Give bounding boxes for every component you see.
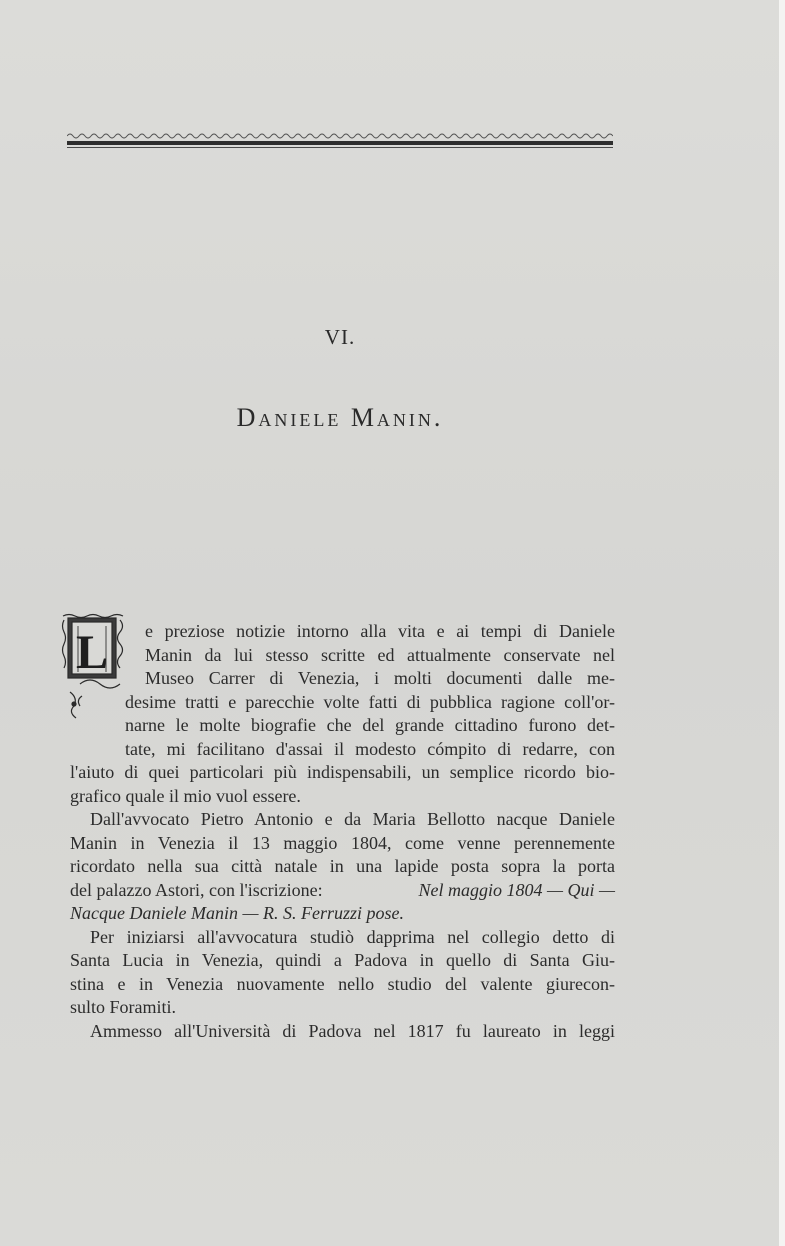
header-thin-rule [67, 147, 613, 148]
chapter-title: Daniele Manin. [236, 403, 444, 432]
chapter-number: VI. [324, 325, 356, 349]
text-line: l'aiuto di quei particolari più indispensabili, un semplice ricordo bio- [70, 762, 615, 782]
text-line: e preziose notizie intorno alla vita e ai tempi di Daniele [145, 621, 615, 641]
dropcap-letter: L [75, 626, 109, 679]
dropcap-ornament-icon [60, 612, 135, 720]
inscription-part-a: Nel maggio 1804 — Qui — [418, 880, 615, 900]
inscription-part-b: Nacque Daniele Manin — R. S. Ferruzzi pose. [70, 903, 404, 923]
text-line: Manin in Venezia il 13 maggio 1804, come venne perennemente [70, 833, 615, 853]
text-line: Ammesso all'Università di Padova nel 1817 fu laureato in leggi [90, 1021, 615, 1041]
text-line-inscription [70, 879, 615, 903]
text-line: Manin da lui stesso scritte ed attualmente conservate nel [145, 645, 615, 665]
text-segment: del palazzo Astori, con l'iscrizione: [70, 880, 323, 900]
page-edge [779, 0, 785, 1246]
text-line: stina e in Venezia nuovamente nello studio del valente giurecon- [70, 974, 615, 994]
text-line: sulto Foramiti. [70, 997, 177, 1017]
text-line: Museo Carrer di Venezia, i molti documenti dalle me- [145, 668, 615, 688]
text-line: Per iniziarsi all'avvocatura studiò dapprima nel collegio detto di [90, 927, 615, 947]
inscription-line [70, 902, 615, 926]
text-line: desime tratti e parecchie volte fatti di pubblica ragione coll'or- [125, 692, 615, 712]
text-line: tate, mi facilitano d'assai il modesto cómpito di redarre, con [125, 739, 615, 759]
header-thick-rule [67, 141, 613, 145]
ornamental-wavy-rule [67, 131, 613, 139]
text-line: Santa Lucia in Venezia, quindi a Padova in quello di Santa Giu- [70, 950, 615, 970]
text-line: narne le molte biografie che del grande cittadino furono det- [125, 715, 615, 735]
text-line: Dall'avvocato Pietro Antonio e da Maria Bellotto nacque Daniele [90, 809, 615, 829]
text-line: ricordato nella sua città natale in una lapide posta sopra la porta [70, 856, 615, 876]
text-line: grafico quale il mio vuol essere. [70, 786, 301, 806]
